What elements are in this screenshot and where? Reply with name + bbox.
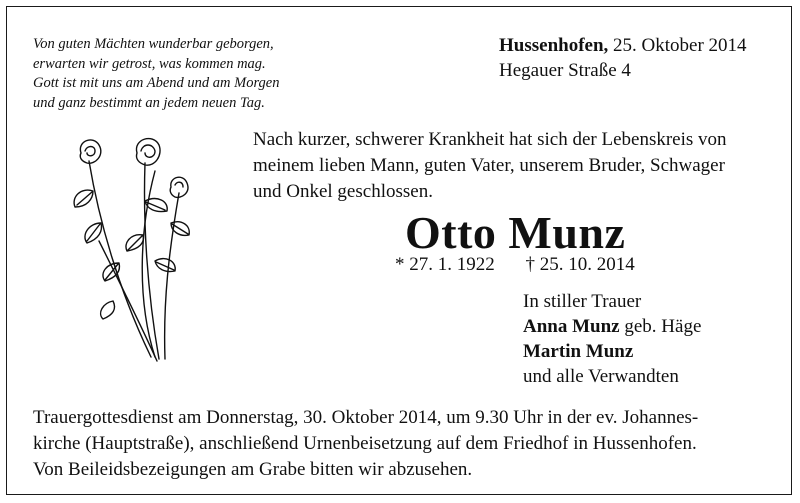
mourners-block: [523, 289, 701, 389]
poem-line: erwarten wir getrost, was kommen mag.: [33, 55, 266, 72]
service-line: Von Beileidsbezeigungen am Grabe bitten wir abzusehen.: [33, 459, 473, 480]
announcement-line: und Onkel geschlossen.: [253, 181, 433, 202]
announcement-line: meinem lieben Mann, guten Vater, unserem Bruder, Schwager: [253, 155, 725, 176]
place-line: [499, 33, 747, 58]
maiden-name: geb. Häge: [619, 316, 702, 337]
death-date: † 25. 10. 2014: [525, 254, 635, 275]
deceased-name: Otto Munz: [405, 207, 626, 258]
announcement-text: [253, 127, 783, 205]
relatives-line: und alle Verwandten: [523, 366, 679, 387]
life-dates: [395, 252, 661, 278]
birth-date: * 27. 1. 1922: [395, 254, 495, 275]
service-line: Trauergottesdienst am Donnerstag, 30. Oktober 2014, um 9.30 Uhr in der ev. Johannes-: [33, 407, 699, 428]
poem-line: Von guten Mächten wunderbar geborgen,: [33, 36, 274, 52]
town-name: Hussenhofen,: [499, 35, 609, 56]
mourner-name: Martin Munz: [523, 341, 634, 362]
service-line: kirche (Hauptstraße), anschließend Urnenbeisetzung auf dem Friedhof in Hussenhofen.: [33, 433, 697, 454]
funeral-service-info: [33, 405, 783, 483]
notice-date: 25. Oktober 2014: [613, 35, 747, 56]
announcement-line: Nach kurzer, schwerer Krankheit hat sich der Lebenskreis von: [253, 129, 727, 150]
roses-bouquet-icon: [59, 131, 199, 367]
street-address: Hegauer Straße 4: [499, 60, 631, 81]
poem-line: und ganz bestimmt an jedem neuen Tag.: [33, 94, 265, 111]
poem-verse: [33, 35, 353, 113]
poem-line: Gott ist mit uns am Abend und am Morgen: [33, 75, 280, 91]
place-and-date: [499, 33, 747, 83]
obituary-notice: [6, 6, 792, 495]
mourner-line: [523, 314, 701, 339]
mourning-phrase: In stiller Trauer: [523, 291, 642, 312]
mourner-name: Anna Munz: [523, 316, 620, 337]
mourner-line: [523, 339, 701, 364]
